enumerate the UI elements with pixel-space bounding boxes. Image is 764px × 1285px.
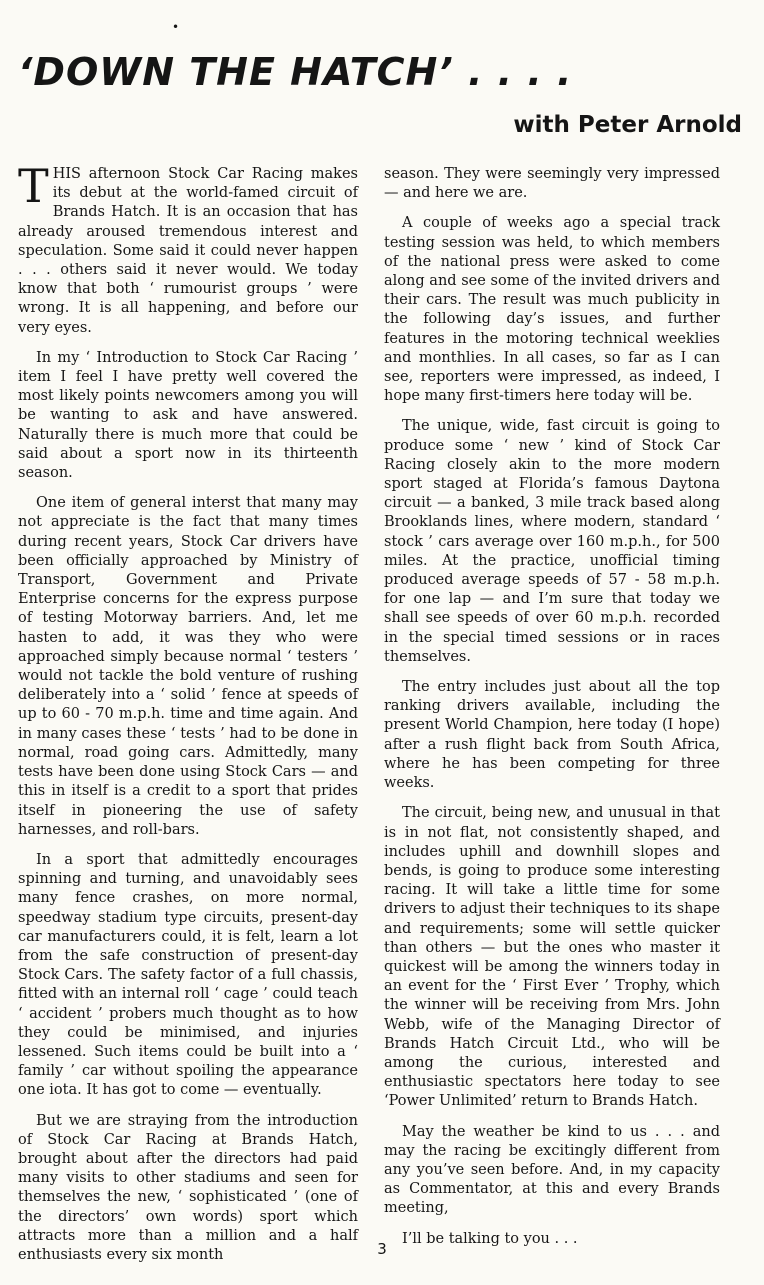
drop-cap: T [18,159,49,213]
paragraph: I’ll be talking to you . . . [402,1230,578,1247]
paragraph: But we are straying from the introduction of Stock Car Racing at Brands Hatch, brought about after the directors had paid many visits to other stadiums and seen for themselves the new, ‘ sophisticated ’ (one of the directors’ own words) sport which attracts more than a million and a half enthusiasts every six month [18,1112,358,1263]
paragraph: A couple of weeks ago a special track testing session was held, to which members of the national press were asked to come along and see some of the invited drivers and their cars. The result was much publicity in the following day’s issues, and further features in the motoring technical weeklies and monthlies. In all cases, so far as I can see, reporters were impressed, as indeed, I hope many first-timers here today will be. [384,215,720,405]
paragraph: The entry includes just about all the top ranking drivers available, including the present World Champion, here today (I hope) after a rush flight back from South Africa, where he has been competing for three weeks. [384,679,720,792]
stray-mark: • [172,20,180,34]
paragraph: In a sport that admittedly encourages spinning and turning, and unavoidably sees many fence crashes, on more normal, speedway stadium type circuits, present-day car manufacturers could, it is felt, learn a lot from the safe construction of present-day Stock Cars. The safety factor of a full chassis, fitted with an internal roll ‘ cage ’ could teach ‘ accident ’ probers much thought as to how they could be minimised, and injuries lessened. Such items could be built into a ‘ family ’ car without spoiling the appearance one iota. It has got to come — eventually. [18,851,358,1099]
left-column [18,159,358,1276]
paragraph: May the weather be kind to us . . . and may the racing be excitingly different from any you’ve seen before. And, in my capacity as Commentator, at this and every Brands meeting, [384,1123,720,1217]
paragraph: The unique, wide, fast circuit is going to produce some ‘ new ’ kind of Stock Car Racing closely akin to the more modern sport staged at Florida’s famous Daytona circuit — a banked, 3 mile track based along Brooklands lines, where modern, standard ‘ stock ’ cars average over 160 m.p.h., for 500 miles. At the practice, unofficial timing produced average speeds of 57 - 58 m.p.h. for one lap — and I’m sure that today we shall see speeds of over 60 m.p.h. recorded in the special timed sessions or in races themselves. [384,418,720,665]
page-title: ‘DOWN THE HATCH’ . . . . [18,50,573,94]
right-column [384,165,720,1260]
paragraph [18,159,358,338]
paragraph-text: HIS afternoon Stock Car Racing makes its debut at the world-famed circuit of Brands Hatch. It is an occasion that has already aroused tremendous interest and speculation. Some said it could never happen . . . others said it never would. We today know that both ‘ rumourist groups ’ were wrong. It is all happening, and before our very eyes. [18,166,358,336]
paragraph: The circuit, being new, and unusual in that is in not flat, not consistently shaped, and includes uphill and downhill slopes and bends, is going to produce some interesting racing. It will take a little time for some drivers to adjust their techniques to its shape and requirements; some will settle quicker than others — but the ones who master it quickest will be among the winners today in an event for the ‘ First Ever ’ Trophy, which the winner will be receiving from Mrs. John Webb, wife of the Managing Director of Brands Hatch Circuit Ltd., who will be among the curious, interested and enthusiastic spectators here today to see ‘Power Unlimited’ return to Brands Hatch. [384,805,720,1110]
byline: with Peter Arnold [513,112,742,138]
paragraph: One item of general interst that many may not appreciate is the fact that many times during recent years, Stock Car drivers have been officially approached by Ministry of Transport, Government and Private Enterprise concerns for the express purpose of testing Motorway barriers. And, let me hasten to add, it was they who were approached simply because normal ‘ testers ’ would not tackle the bold venture of rushing deliberately into a ‘ solid ’ fence at speeds of up to 60 - 70 m.p.h. time and time again. And in many cases these ‘ tests ’ had to be done in normal, road going cars. Admittedly, many tests have been done using Stock Cars — and this in itself is a credit to a sport that prides itself in pioneering the use of safety harnesses, and roll-bars. [18,495,358,838]
page-number: 3 [377,1240,387,1258]
paragraph: In my ‘ Introduction to Stock Car Racing ’ item I feel I have pretty well covered the most likely points newcomers among you will be wanting to ask and have answered. Naturally there is much more that could be said about a sport now in its thirteenth season. [18,349,358,482]
paragraph: season. They were seemingly very impressed — and here we are. [384,166,720,202]
